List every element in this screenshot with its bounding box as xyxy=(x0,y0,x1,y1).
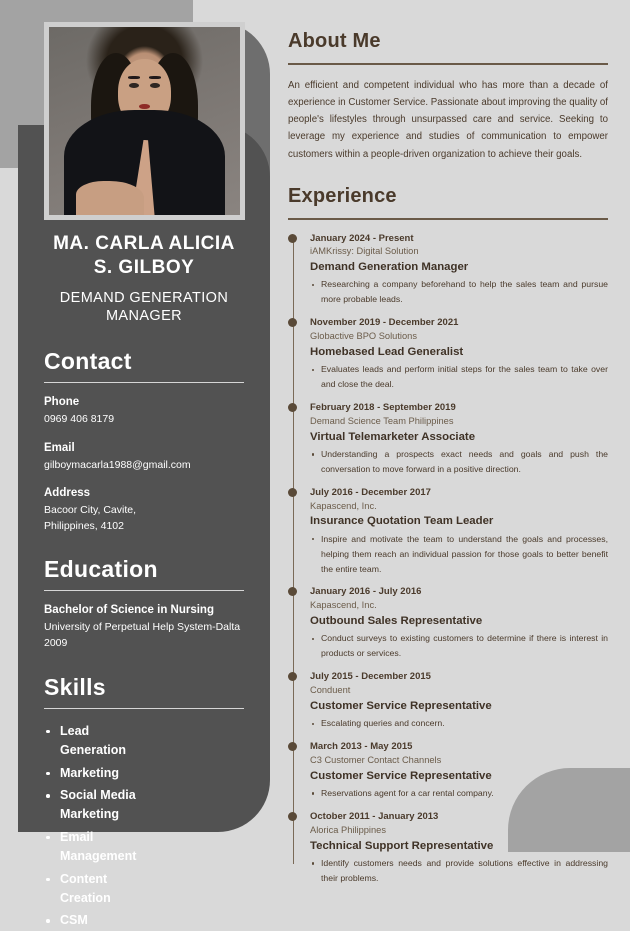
arm xyxy=(76,181,145,215)
education-heading: Education xyxy=(44,556,158,583)
experience-entry xyxy=(310,232,608,308)
experience-bullet-list xyxy=(310,631,608,661)
skills-list xyxy=(44,722,244,931)
eyebrow-left xyxy=(128,76,139,79)
candidate-name-line1: MA. CARLA ALICIA xyxy=(53,233,235,254)
experience-bullet: Understanding a prospects exact needs and goals and push the conversation to move forward in a positive direction. xyxy=(310,447,608,477)
education-school-name: University of Perpetual Help System-Dalta xyxy=(44,621,241,634)
education-year: 2009 xyxy=(44,637,68,650)
address-value xyxy=(44,502,244,535)
experience-title: Customer Service Representative xyxy=(310,769,492,782)
lips xyxy=(139,104,150,109)
skill-item: Marketing xyxy=(44,764,152,783)
experience-bullet: Escalating queries and concern. xyxy=(310,716,608,731)
phone-label: Phone xyxy=(44,396,80,409)
about-me-heading: About Me xyxy=(288,30,381,52)
skill-item: Lead Generation xyxy=(44,722,152,761)
experience-bullet-list xyxy=(310,447,608,477)
skill-item: Content Creation xyxy=(44,870,152,909)
experience-company: iAMKrissy: Digital Solution xyxy=(310,246,419,257)
profile-photo-frame xyxy=(44,22,245,220)
experience-date: March 2013 - May 2015 xyxy=(310,741,413,753)
experience-bullet-list xyxy=(310,532,608,577)
eyebrow-right xyxy=(149,76,160,79)
experience-title: Insurance Quotation Team Leader xyxy=(310,515,494,528)
skill-item: Social Media Marketing xyxy=(44,786,152,825)
experience-bullet: Evaluates leads and perform initial steps for the sales team to take over and close the deal. xyxy=(310,362,608,392)
experience-date: January 2024 - Present xyxy=(310,232,414,244)
experience-bullet-list xyxy=(310,277,608,307)
experience-company: Globactive BPO Solutions xyxy=(310,331,417,342)
experience-date: July 2015 - December 2015 xyxy=(310,671,431,683)
experience-bullet-list xyxy=(310,716,608,731)
skills-divider xyxy=(44,708,244,709)
experience-bullet-list xyxy=(310,856,608,886)
experience-bullet: Conduct surveys to existing customers to determine if there is interest in products or services. xyxy=(310,631,608,661)
experience-bullet-list xyxy=(310,362,608,392)
candidate-role xyxy=(44,289,244,327)
experience-date: July 2016 - December 2017 xyxy=(310,486,431,498)
contact-divider xyxy=(44,382,244,383)
experience-date: January 2016 - July 2016 xyxy=(310,586,422,598)
education-degree: Bachelor of Science in Nursing xyxy=(44,604,214,617)
experience-title: Outbound Sales Representative xyxy=(310,615,483,628)
about-me-divider xyxy=(288,63,608,65)
experience-entry xyxy=(310,585,608,661)
email-value[interactable]: gilboymacarla1988@gmail.com xyxy=(44,458,191,471)
contact-heading: Contact xyxy=(44,348,132,375)
email-label: Email xyxy=(44,441,75,454)
experience-divider xyxy=(288,218,608,220)
experience-bullet: Reservations agent for a car rental company. xyxy=(310,786,608,801)
experience-entry xyxy=(310,810,608,886)
skill-item: CSM xyxy=(44,911,152,930)
skills-heading: Skills xyxy=(44,673,106,700)
experience-heading: Experience xyxy=(288,184,397,207)
experience-company: Kapascend, Inc. xyxy=(310,600,377,611)
education-divider xyxy=(44,590,244,591)
candidate-name-line2: S. GILBOY xyxy=(93,257,195,279)
address-line2: Philippines, 4102 xyxy=(44,520,124,533)
sidebar-panel xyxy=(18,125,270,928)
skill-item: Email Management xyxy=(44,828,152,867)
experience-title: Virtual Telemarketer Associate xyxy=(310,430,476,443)
experience-entry xyxy=(310,670,608,731)
experience-company: Conduent xyxy=(310,685,351,695)
experience-title: Homebased Lead Generalist xyxy=(310,345,464,358)
experience-entry xyxy=(310,486,608,577)
experience-date: November 2019 - December 2021 xyxy=(310,317,459,329)
experience-bullet: Identify customers needs and provide solutions effective in addressing their problems. xyxy=(310,856,608,886)
main-content xyxy=(288,30,608,895)
experience-entry xyxy=(310,316,608,392)
experience-bullet-list xyxy=(310,786,608,801)
experience-company: Alorica Philippines xyxy=(310,824,386,835)
experience-date: February 2018 - September 2019 xyxy=(310,402,456,414)
phone-value[interactable]: 0969 406 8179 xyxy=(44,413,115,426)
address-line1: Bacoor City, Cavite, xyxy=(44,503,137,516)
experience-company: Kapascend, Inc. xyxy=(310,500,377,511)
experience-entry xyxy=(310,401,608,477)
experience-company: Demand Science Team Philippines xyxy=(310,415,454,426)
experience-company: C3 Customer Contact Channels xyxy=(310,754,442,765)
experience-timeline xyxy=(288,232,608,886)
experience-date: October 2011 - January 2013 xyxy=(310,810,439,822)
about-me-text: An efficient and competent individual who has more than a decade of experience in Customer Service. Passionate about improving the quality of people's lifestyles through unsurpassed care and service. Seeking to leverage my experience and studies of communication to empower customers within a people-driven organization to achieve their goals. xyxy=(288,79,608,160)
experience-title: Technical Support Representative xyxy=(310,839,494,852)
experience-entry xyxy=(310,740,608,801)
address-label: Address xyxy=(44,486,91,499)
experience-title: Customer Service Representative xyxy=(310,699,492,712)
experience-bullet: Inspire and motivate the team to understand the goals and processes, helping them reach an individual passion for those goals to better benefit the entire team. xyxy=(310,532,608,577)
experience-bullet: Researching a company beforehand to help the sales team and pursue more probable leads. xyxy=(310,277,608,307)
candidate-role-line1: DEMAND GENERATION xyxy=(59,289,229,306)
education-school xyxy=(44,620,244,652)
candidate-role-line2: MANAGER xyxy=(105,308,183,325)
profile-photo xyxy=(49,27,240,215)
experience-title: Demand Generation Manager xyxy=(310,261,469,274)
